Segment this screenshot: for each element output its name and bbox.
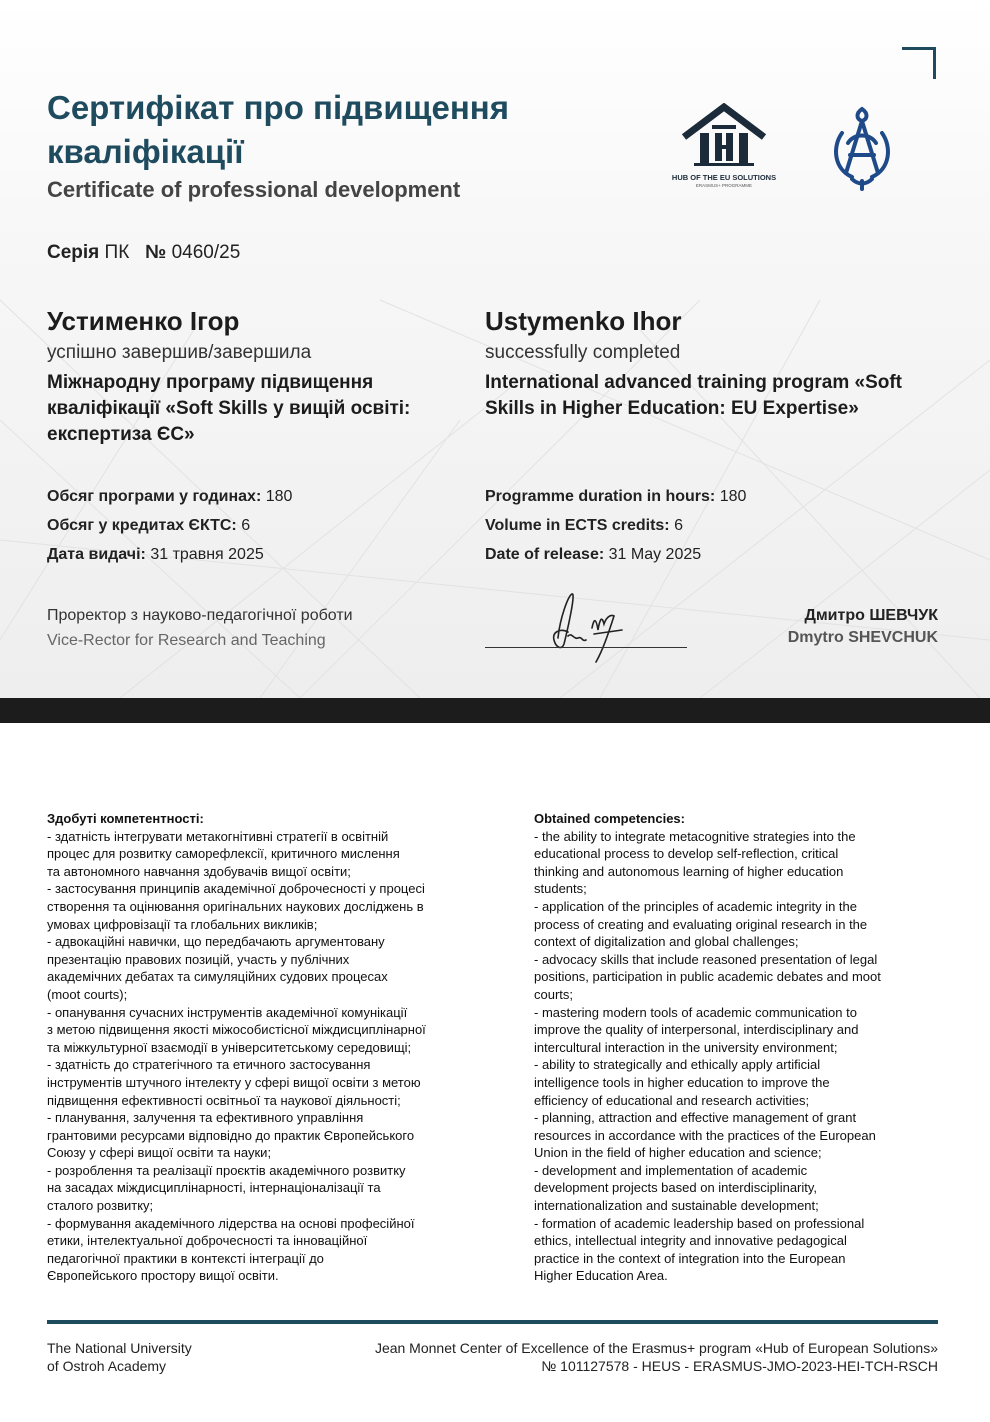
credits-label-uk: Обсяг у кредитах ЄКТС:: [47, 517, 237, 534]
competency-line: - development and implementation of academic: [534, 1162, 808, 1178]
signatory-name-en: Dmytro SHEVCHUK: [787, 629, 938, 646]
competency-line: - formation of academic leadership based on professional: [534, 1215, 865, 1231]
completed-text-uk: успішно завершив/завершила: [47, 342, 312, 363]
date-label-en: Date of release:: [485, 546, 605, 563]
competency-line: педагогічної практики в контексті інтеграції до: [47, 1250, 324, 1266]
competency-line: - планування, залучення та ефективного управління: [47, 1110, 364, 1126]
competency-line: процес для розвитку саморефлексії, критичного мислення: [47, 846, 400, 862]
competency-line: створення та оцінювання оригінальних наукових досліджень в: [47, 898, 424, 914]
credits-value-uk: 6: [241, 517, 251, 534]
series-label: Серія: [47, 242, 100, 263]
competency-line: positions, participation in public academic debates and moot: [534, 969, 881, 985]
competency-line: - адвокаційні навички, що передбачають аргументовану: [47, 934, 385, 950]
competency-line: - опанування сучасних інструментів академічної комунікації: [47, 1004, 408, 1020]
number-label: №: [145, 242, 167, 263]
competency-line: - advocacy skills that include reasoned presentation of legal: [534, 951, 878, 967]
center-line-1: Jean Monnet Center of Excellence of the Erasmus+ program «Hub of European Solutions»: [374, 1340, 938, 1356]
recipient-name-en: Ustymenko Ihor: [485, 306, 682, 336]
competency-line: intelligence tools in higher education to improve the: [534, 1074, 830, 1090]
certificate-front: [0, 0, 990, 698]
competency-line: Higher Education Area.: [534, 1268, 668, 1284]
credits-row-en: [485, 516, 925, 545]
competency-line: efficiency of educational and research activities;: [534, 1092, 810, 1108]
competency-line: thinking and autonomous learning of higher education: [534, 863, 844, 879]
certificate-title-uk: Сертифікат про підвищення кваліфікації: [47, 89, 509, 170]
date-value-uk: 31 травня 2025: [150, 546, 264, 563]
competency-line: development projects based on interdisciplinarity,: [534, 1180, 818, 1196]
credits-label-en: Volume in ECTS credits:: [485, 517, 670, 534]
credits-row-uk: [47, 516, 487, 545]
university-line-2: of Ostroh Academy: [47, 1358, 167, 1374]
hub-eu-solutions-logo: [668, 103, 780, 195]
competency-line: students;: [534, 881, 587, 897]
hours-value-uk: 180: [265, 488, 293, 505]
number-value: 0460/25: [171, 242, 241, 263]
ostroh-academy-crest-icon: [830, 103, 894, 191]
position-uk: Проректор з науково-педагогічної роботи: [47, 607, 353, 624]
date-row-en: [485, 545, 925, 574]
competencies-list-uk: [47, 828, 502, 1285]
date-label-uk: Дата видачі:: [47, 546, 146, 563]
competency-line: resources in accordance with the practices of the European: [534, 1127, 876, 1143]
competencies-en: [534, 810, 944, 1285]
competency-line: з метою підвищення якості міжособистісної міждисциплінарної: [47, 1022, 426, 1038]
competency-line: practice in the context of integration into the European: [534, 1250, 846, 1266]
signatory-position: [47, 603, 353, 653]
hub-logo-name: HUB OF THE EU SOLUTIONS: [671, 173, 777, 182]
position-en: Vice-Rector for Research and Teaching: [47, 632, 326, 649]
handwritten-signature: [538, 588, 628, 668]
competency-line: internationalization and sustainable development;: [534, 1198, 819, 1214]
competency-line: intercultural interaction in the university environment;: [534, 1039, 838, 1055]
university-line-1: The National University: [47, 1340, 192, 1356]
certificate-series: [47, 242, 240, 264]
competency-line: умовах цифровізації та глобальних викликів;: [47, 916, 318, 932]
competency-line: на засадах міждисциплінарності, інтернаціоналізації та: [47, 1180, 381, 1196]
competency-line: educational process to develop self-reflection, critical: [534, 846, 839, 862]
competency-line: process of creating and evaluating original research in the: [534, 916, 868, 932]
competency-line: етики, інтелектуальної доброчесності та інноваційної: [47, 1233, 368, 1249]
series-value: ПК: [104, 242, 130, 263]
competency-line: сталого розвитку;: [47, 1198, 154, 1214]
hub-logo-subtitle: ERASMUS+ PROGRAMME: [695, 183, 753, 188]
recipient-block-en: [485, 305, 925, 422]
competency-line: - застосування принципів академічної доброчесності у процесі: [47, 881, 425, 897]
program-details-uk: [47, 487, 487, 574]
competency-line: context of digitalization and global challenges;: [534, 934, 799, 950]
program-title-en: International advanced training program «Soft Skills in Higher Education: EU Expertise»: [485, 372, 903, 419]
competency-line: - здатність до стратегічного та етичного застосування: [47, 1057, 371, 1073]
program-details-en: [485, 487, 925, 574]
footer-rule: [47, 1320, 938, 1324]
competency-line: академічних дебатах та симуляційних судових процесах: [47, 969, 388, 985]
hours-label-en: Programme duration in hours:: [485, 488, 716, 505]
recipient-name-uk: Устименко Ігор: [47, 306, 240, 336]
footer-university: [47, 1339, 192, 1375]
competency-line: та міжкультурної взаємодії в університетському середовищі;: [47, 1039, 412, 1055]
date-row-uk: [47, 545, 487, 574]
house-icon: [668, 103, 780, 173]
competency-line: - формування академічного лідерства на основі професійної: [47, 1215, 415, 1231]
competency-line: ethics, intellectual integrity and innovative pedagogical: [534, 1233, 847, 1249]
competency-line: - здатність інтегрувати метакогнітивні стратегії в освітній: [47, 828, 389, 844]
competency-line: презентацію правових позицій, участь у публічних: [47, 951, 350, 967]
competencies-heading-en: Obtained competencies:: [534, 811, 685, 826]
hours-row-en: [485, 487, 925, 516]
competency-line: courts;: [534, 986, 574, 1002]
divider-bar: [0, 698, 990, 723]
competency-line: - mastering modern tools of academic communication to: [534, 1004, 857, 1020]
competencies-uk: [47, 810, 502, 1285]
competencies-heading-uk: Здобуті компетентності:: [47, 811, 204, 826]
competency-line: - the ability to integrate metacognitive strategies into the: [534, 828, 856, 844]
credits-value-en: 6: [674, 517, 683, 534]
competency-line: підвищення ефективності освітньої та наукової діяльності;: [47, 1092, 401, 1108]
footer-center: [300, 1339, 938, 1375]
signatory-name-uk: Дмитро ШЕВЧУК: [804, 607, 938, 624]
hours-label-uk: Обсяг програми у годинах:: [47, 488, 262, 505]
recipient-block-uk: [47, 305, 487, 448]
competency-line: - application of the principles of academic integrity in the: [534, 898, 858, 914]
competency-line: та автономного навчання здобувачів вищої освіти;: [47, 863, 351, 879]
competency-line: - розроблення та реалізації проєктів академічного розвитку: [47, 1162, 406, 1178]
signature-line: [485, 647, 687, 648]
hours-row-uk: [47, 487, 487, 516]
competency-line: Європейського простору вищої освіти.: [47, 1268, 279, 1284]
competency-line: improve the quality of interpersonal, interdisciplinary and: [534, 1022, 859, 1038]
competencies-list-en: [534, 828, 944, 1285]
competency-line: грантовими ресурсами відповідно до практик Європейського: [47, 1127, 415, 1143]
competency-line: (moot courts);: [47, 986, 128, 1002]
competency-line: - planning, attraction and effective management of grant: [534, 1110, 857, 1126]
program-title-uk: Міжнародну програму підвищення кваліфікації «Soft Skills у вищій освіті: експертиза ЄС»: [47, 372, 411, 445]
competency-line: Union in the field of higher education and science;: [534, 1145, 822, 1161]
date-value-en: 31 May 2025: [608, 546, 702, 563]
competency-line: - ability to strategically and ethically apply artificial: [534, 1057, 821, 1073]
hours-value-en: 180: [719, 488, 747, 505]
completed-text-en: successfully completed: [485, 342, 681, 363]
center-line-2: № 101127578 - HEUS - ERASMUS-JMO-2023-HEI-TCH-RSCH: [541, 1358, 938, 1374]
corner-mark: [902, 47, 936, 79]
competency-line: Союзу у сфері вищої освіти та науки;: [47, 1145, 272, 1161]
signatory-name: [700, 605, 938, 649]
competency-line: інструментів штучного інтелекту у сфері вищої освіти з метою: [47, 1074, 421, 1090]
certificate-title-en: Certificate of professional development: [47, 177, 461, 202]
